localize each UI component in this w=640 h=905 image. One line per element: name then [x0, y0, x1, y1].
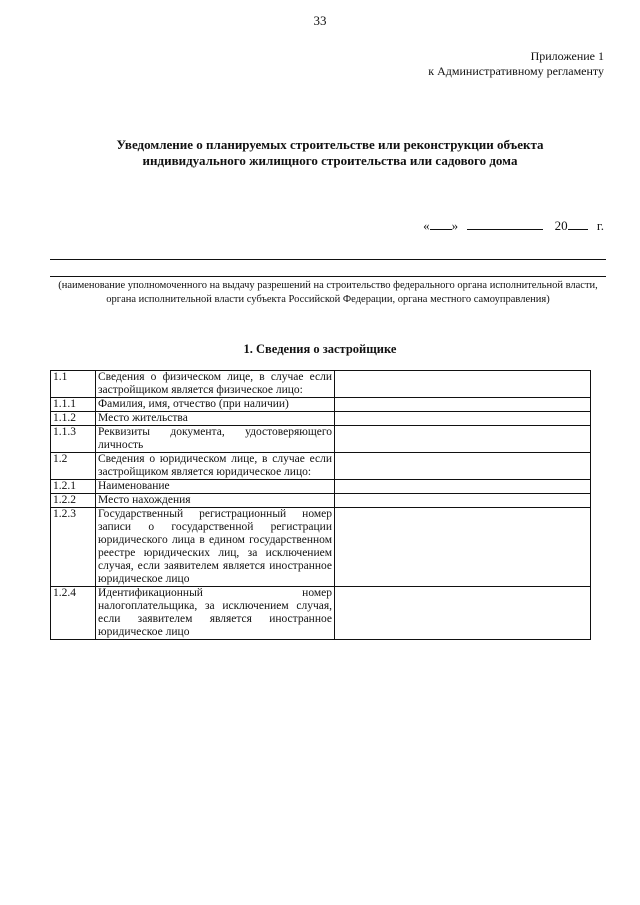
row-label: Реквизиты документа, удостоверяющего личность [96, 426, 335, 453]
row-number: 1.2.1 [51, 480, 96, 494]
appendix-line-1: Приложение 1 [530, 49, 604, 63]
authority-fill-line-1 [50, 259, 606, 260]
date-open-quote: « [423, 218, 430, 233]
document-title-line-1: Уведомление о планируемых строительстве или реконструкции объекта [116, 137, 544, 152]
row-value-field[interactable] [335, 398, 591, 412]
table-row [51, 426, 591, 453]
row-number: 1.2.4 [51, 587, 96, 640]
row-number: 1.2.3 [51, 508, 96, 587]
table-row [51, 371, 591, 398]
date-year-blank [568, 218, 588, 230]
date-month-blank [467, 218, 543, 230]
table-row [51, 508, 591, 587]
row-number: 1.1.2 [51, 412, 96, 426]
table-row [51, 453, 591, 480]
row-label: Сведения о юридическом лице, в случае если застройщиком является юридическое лицо: [96, 453, 335, 480]
row-label: Государственный регистрационный номер записи о государственной регистрации юридического лица в едином государственном реестре юридических лиц, за исключением случая, если заявителем является иностранное юридическое лицо [96, 508, 335, 587]
row-number: 1.2 [51, 453, 96, 480]
row-value-field[interactable] [335, 371, 591, 398]
page-number: 33 [313, 13, 327, 28]
table-row [51, 494, 591, 508]
row-label: Место жительства [96, 412, 335, 426]
authority-caption: (наименование уполномоченного на выдачу разрешений на строительство федерального органа исполнительной власти, органа исполнительной власти субъекта Российской Федерации, органа местного самоуправления) [58, 280, 598, 305]
row-value-field[interactable] [335, 453, 591, 480]
row-number: 1.2.2 [51, 494, 96, 508]
row-value-field[interactable] [335, 412, 591, 426]
row-label: Наименование [96, 480, 335, 494]
row-value-field[interactable] [335, 480, 591, 494]
row-label: Идентификационный номер налогоплательщика, за исключением случая, если заявителем является иностранное юридическое лицо [96, 587, 335, 640]
row-label: Место нахождения [96, 494, 335, 508]
row-number: 1.1 [51, 371, 96, 398]
table-row [51, 480, 591, 494]
appendix-reference [428, 49, 604, 79]
date-year-prefix: 20 [554, 218, 568, 233]
applicant-info-table [50, 370, 591, 640]
row-number: 1.1.1 [51, 398, 96, 412]
table-row [51, 587, 591, 640]
date-close-quote: » [451, 218, 459, 233]
authority-fill-line-2 [50, 276, 606, 277]
document-title-line-2: индивидуального жилищного строительства или садового дома [142, 153, 518, 168]
table-row [51, 398, 591, 412]
date-day-blank [430, 218, 452, 230]
row-value-field[interactable] [335, 508, 591, 587]
row-label: Сведения о физическом лице, в случае если застройщиком является физическое лицо: [96, 371, 335, 398]
date-year-suffix: г. [596, 218, 604, 233]
row-value-field[interactable] [335, 587, 591, 640]
table-row [51, 412, 591, 426]
section-heading: 1. Сведения о застройщике [243, 342, 397, 356]
row-number: 1.1.3 [51, 426, 96, 453]
row-value-field[interactable] [335, 494, 591, 508]
row-label: Фамилия, имя, отчество (при наличии) [96, 398, 335, 412]
date-line [423, 218, 604, 234]
row-value-field[interactable] [335, 426, 591, 453]
appendix-line-2: к Административному регламенту [428, 64, 604, 78]
document-title [60, 137, 600, 169]
